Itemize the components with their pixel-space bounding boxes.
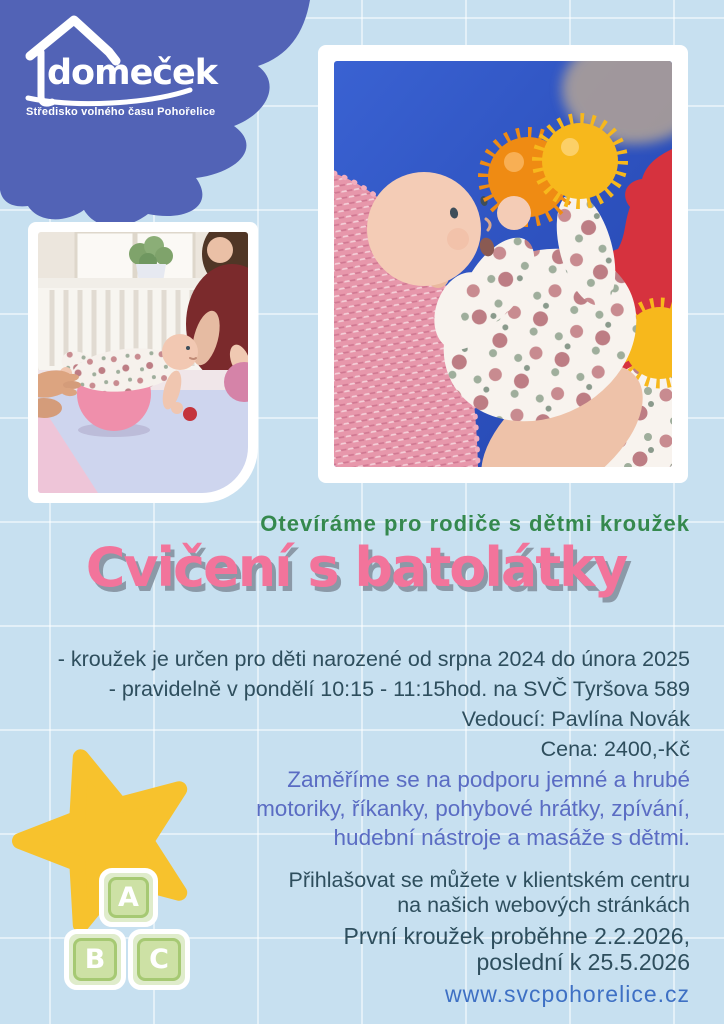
signup-line: Přihlašovat se můžete v klientském centru — [288, 868, 690, 892]
block-letter: C — [137, 938, 181, 981]
website-link[interactable]: www.svcpohorelice.cz — [445, 981, 690, 1007]
photo-baby-on-ball-art — [38, 232, 248, 493]
block-letter: A — [108, 877, 149, 918]
photo-baby-spiky-balls-art — [334, 61, 672, 467]
photo-baby-spiky-balls — [318, 45, 688, 483]
kicker-heading: Otevíráme pro rodiče s dětmi kroužek — [260, 511, 690, 536]
abc-blocks-illustration — [64, 868, 192, 992]
schedule-line: První kroužek proběhne 2.2.2026, — [343, 923, 690, 949]
focus-line: Zaměříme se na podporu jemné a hrubé — [287, 767, 690, 792]
baby-fist — [497, 196, 531, 230]
block-b — [64, 929, 126, 990]
photo-baby-on-ball — [28, 222, 258, 503]
signup-line: na našich webových stránkách — [397, 893, 690, 917]
logo-tagline: Středisko volného času Pohořelice — [26, 106, 216, 118]
page-title: Cvičení s batolátky — [85, 536, 627, 599]
block-c — [128, 929, 190, 990]
details-line: Vedoucí: Pavlína Novák — [461, 707, 690, 731]
schedule-line: poslední k 25.5.2026 — [476, 949, 690, 975]
focus-line: hudební nástroje a masáže s dětmi. — [333, 825, 690, 850]
focus-line: motoriky, říkanky, pohybové hrátky, zpívání, — [256, 796, 690, 821]
details-line: Cena: 2400,-Kč — [540, 737, 690, 761]
logo — [0, 0, 318, 232]
logo-name: domeček — [47, 53, 218, 93]
details-line: - kroužek je určen pro děti narozené od srpna 2024 do února 2025 — [57, 647, 690, 671]
block-letter: B — [73, 938, 117, 981]
block-a — [99, 868, 158, 927]
details-line: - pravidelně v pondělí 10:15 - 11:15hod. na SVČ Tyršova 589 — [108, 677, 690, 701]
